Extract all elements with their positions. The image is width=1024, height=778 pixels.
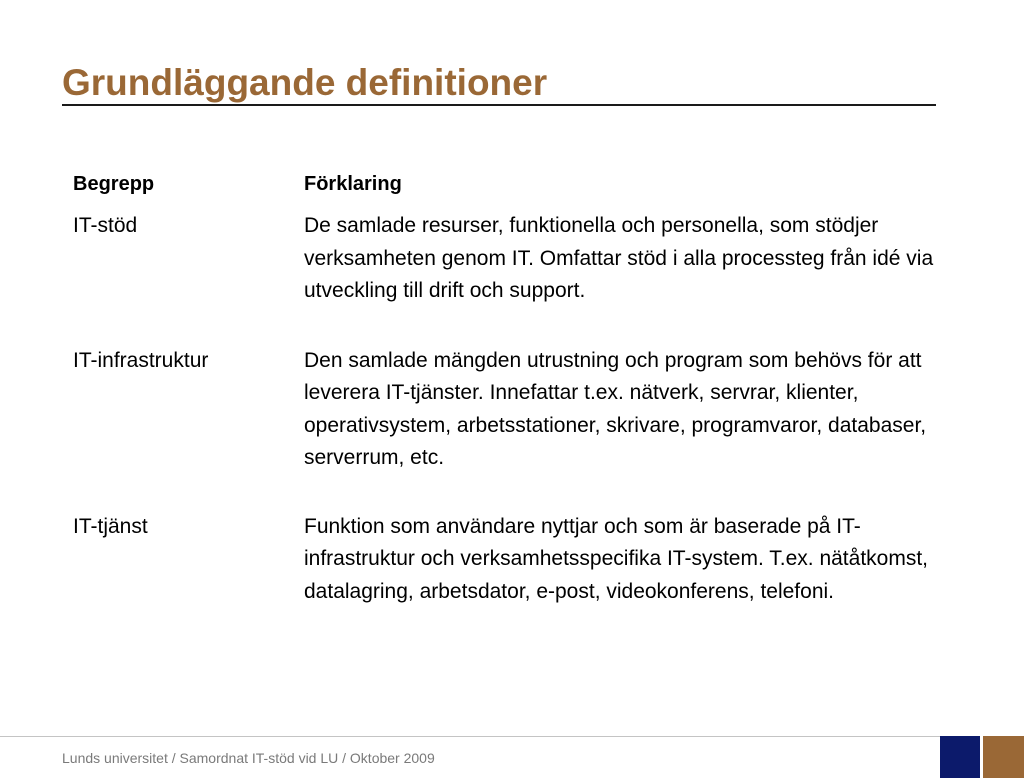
definitions-table [73, 168, 943, 608]
footer-accent-brown [983, 736, 1024, 778]
header-term: Begrepp [73, 173, 155, 195]
term-cell: IT-infrastruktur [73, 348, 209, 372]
table-row [73, 345, 943, 475]
table-header-row [73, 168, 943, 200]
footer-text: Lunds universitet / Samordnat IT-stöd vid LU / Oktober 2009 [62, 750, 435, 766]
slide-title: Grundläggande definitioner [62, 62, 548, 103]
explanation-cell: Funktion som användare nyttjar och som är baserade på IT-infrastruktur och verksamhetsspecifika IT-system. T.ex. nätåtkomst, datalagring, arbetsdator, e-post, videokonferens, telefoni. [304, 514, 928, 603]
term-cell: IT-tjänst [73, 514, 148, 538]
footer-accent-blue [940, 736, 980, 778]
header-explanation: Förklaring [304, 173, 402, 195]
title-underline [62, 104, 936, 106]
explanation-cell: Den samlade mängden utrustning och program som behövs för att leverera IT-tjänster. Innefattar t.ex. nätverk, servrar, klienter, operativsystem, arbetsstationer, skrivare, programvaror, databaser, serverrum, etc. [304, 348, 927, 469]
explanation-cell: De samlade resurser, funktionella och personella, som stödjer verksamheten genom IT. Omfattar stöd i alla processteg från idé via utveckling till drift och support. [304, 214, 934, 302]
footer-divider [0, 736, 940, 737]
term-cell: IT-stöd [73, 214, 138, 237]
table-row [73, 210, 943, 308]
table-row [73, 511, 943, 609]
